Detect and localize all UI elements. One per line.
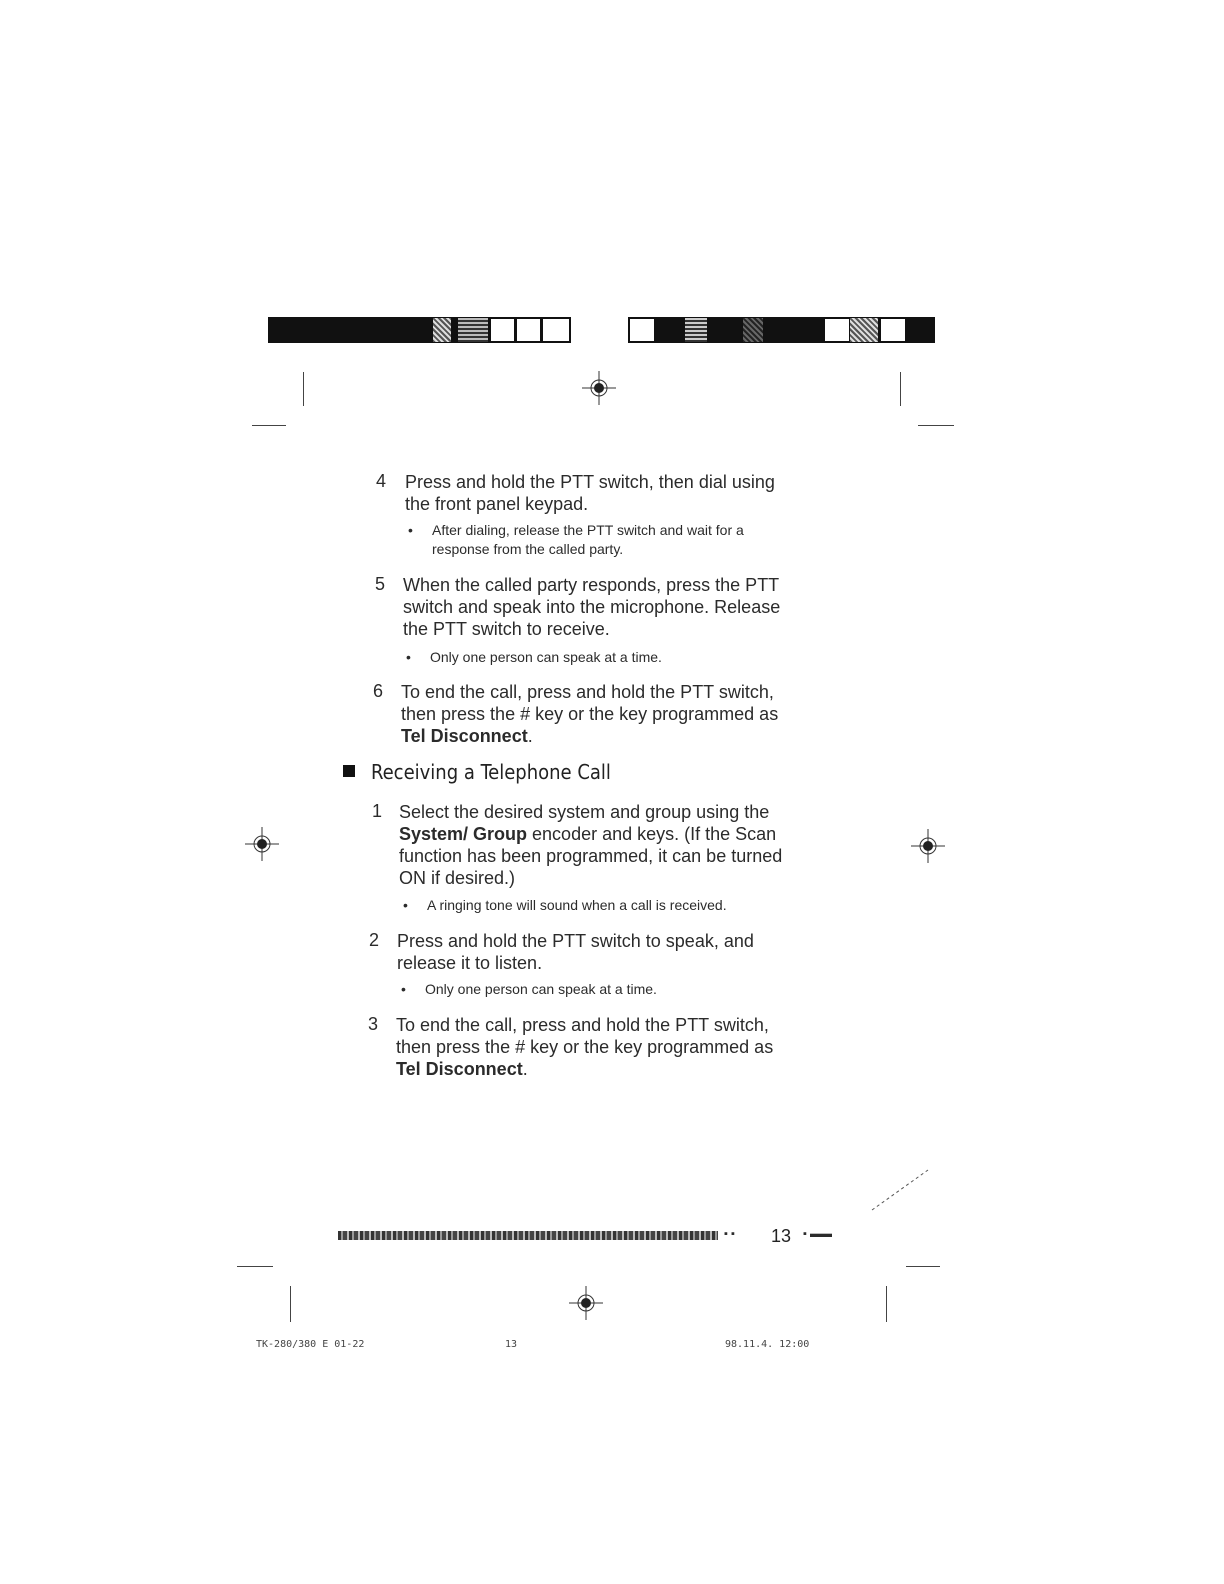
- step-number: 5: [375, 574, 386, 594]
- crop-mark: [900, 372, 901, 406]
- text-line: Only one person can speak at a time.: [425, 981, 657, 997]
- text-line: To end the call, press and hold the PTT switch,: [401, 682, 774, 702]
- text-line: the PTT switch to receive.: [403, 619, 610, 639]
- text-line: [399, 823, 839, 845]
- bullet-icon: •: [401, 981, 406, 997]
- slug-page: 13: [505, 1339, 518, 1350]
- halftone-swatch: [458, 318, 488, 342]
- text-line: ON if desired.): [399, 868, 516, 888]
- color-cell: [629, 318, 655, 342]
- bullet-note: [401, 980, 855, 999]
- text-line: To end the call, press and hold the PTT switch,: [396, 1015, 769, 1035]
- registration-bar-left: [268, 317, 571, 343]
- registration-target-icon: [569, 1286, 603, 1320]
- bullet-note: [403, 896, 857, 915]
- crop-mark: [303, 372, 304, 406]
- footer-mark: ▪ ▬▬: [803, 1228, 832, 1240]
- key-label: System/ Group: [399, 824, 528, 844]
- footer-mark: ▪ ▪: [724, 1228, 735, 1240]
- bullet-note: [408, 521, 862, 559]
- page-number: 13: [771, 1226, 792, 1246]
- step-text: [401, 681, 841, 747]
- bullet-note: [406, 648, 860, 667]
- text-line: Select the desired system and group using the: [399, 802, 770, 822]
- section-heading-text: Receiving a Telephone Call: [371, 760, 611, 784]
- step-text: [397, 930, 837, 974]
- halftone-swatch: [850, 318, 878, 342]
- text-line: After dialing, release the PTT switch and wait for a: [432, 522, 744, 538]
- text-line: switch and speak into the microphone. Release: [403, 597, 781, 617]
- slug-timestamp: 98.11.4. 12:00: [725, 1339, 810, 1350]
- footer-rule: [338, 1231, 718, 1240]
- halftone-swatch: [743, 318, 763, 342]
- registration-target-icon: [245, 827, 279, 861]
- step-number: 6: [373, 681, 384, 701]
- color-cell: [516, 318, 541, 342]
- text-line: then press the # key or the key programmed as: [396, 1037, 774, 1057]
- color-cell: [824, 318, 850, 342]
- text-line: Only one person can speak at a time.: [430, 649, 662, 665]
- registration-target-icon: [582, 371, 616, 405]
- bullet-icon: •: [406, 649, 411, 665]
- bullet-icon: •: [403, 897, 408, 913]
- text-line: then press the # key or the key programmed as: [401, 704, 779, 724]
- registration-target-icon: [911, 829, 945, 863]
- text-line: [401, 725, 841, 747]
- punctuation: .: [522, 1059, 528, 1079]
- text-line: release it to listen.: [397, 953, 543, 973]
- registration-bar-right: [628, 317, 935, 343]
- text-line: Press and hold the PTT switch, then dial using: [405, 472, 775, 492]
- step-text: [396, 1014, 836, 1080]
- step-number: 2: [369, 930, 380, 950]
- halftone-swatch: [685, 318, 707, 342]
- crop-mark: [252, 425, 286, 426]
- square-bullet-icon: [343, 765, 355, 777]
- text-line: response from the called party.: [432, 541, 624, 557]
- slug-file-id: TK-280/380 E 01-22: [256, 1339, 365, 1350]
- key-label: Tel Disconnect: [401, 726, 528, 746]
- crop-mark: [918, 425, 954, 426]
- text-line: Press and hold the PTT switch to speak, and: [397, 931, 754, 951]
- fold-mark: [870, 1168, 930, 1212]
- color-cell: [490, 318, 515, 342]
- crop-mark: [290, 1286, 291, 1322]
- key-label: Tel Disconnect: [396, 1059, 523, 1079]
- step-number: 4: [376, 471, 387, 491]
- section-heading: [343, 760, 611, 784]
- punctuation: .: [527, 726, 533, 746]
- step-text: [399, 801, 839, 889]
- step-text: [405, 471, 845, 515]
- bullet-icon: •: [408, 522, 413, 538]
- text-line: [396, 1058, 836, 1080]
- crop-mark: [886, 1286, 887, 1322]
- text-line: A ringing tone will sound when a call is received.: [427, 897, 727, 913]
- text-line: When the called party responds, press the PTT: [403, 575, 780, 595]
- text-line: function has been programmed, it can be turned: [399, 846, 783, 866]
- crop-mark: [906, 1266, 940, 1267]
- halftone-swatch: [433, 318, 451, 342]
- color-cell: [880, 318, 906, 342]
- crop-mark: [237, 1266, 273, 1267]
- color-cell: [542, 318, 570, 342]
- step-text: [403, 574, 843, 640]
- step-number: 1: [372, 801, 383, 821]
- step-number: 3: [368, 1014, 379, 1034]
- text-line: the front panel keypad.: [405, 494, 589, 514]
- text-fragment: encoder and keys. (If the Scan: [527, 824, 777, 844]
